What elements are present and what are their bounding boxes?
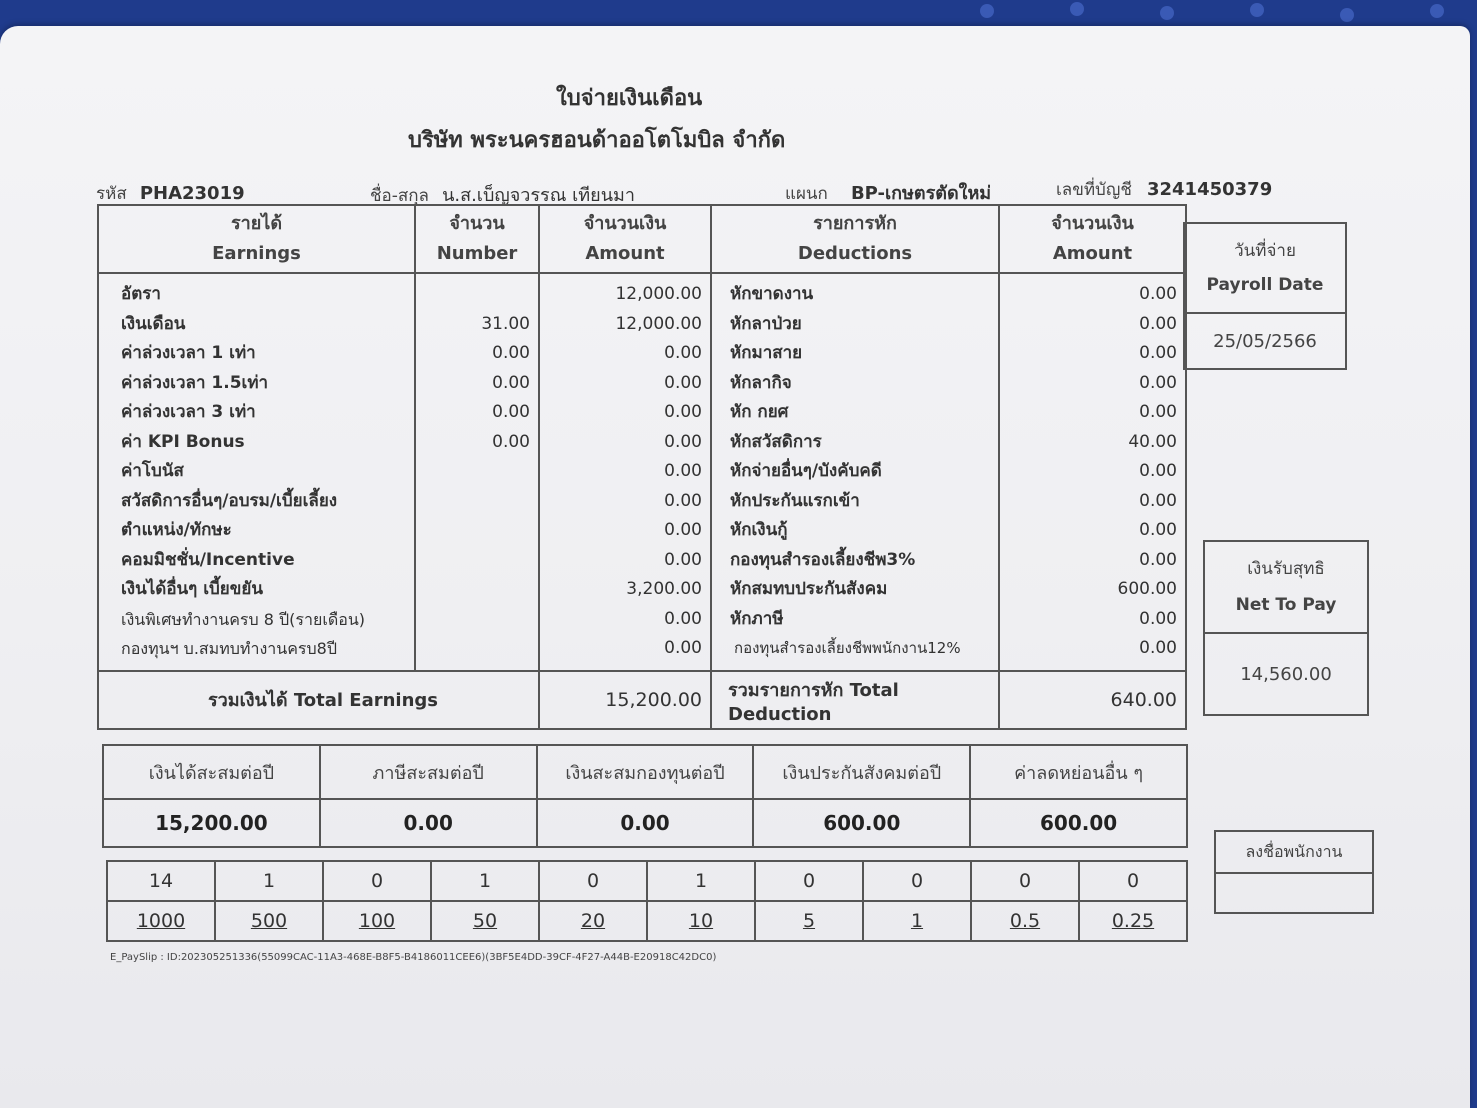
yearly-label: ภาษีสะสมต่อปี: [320, 745, 537, 799]
deductions-header-en: Deductions: [797, 243, 913, 264]
deduction-label: หักจ่ายอื่นๆ/บังคับคดี: [730, 461, 882, 481]
fabric-dot: [980, 4, 994, 18]
department-label: แผนก: [785, 184, 828, 204]
deduction-label: หักลากิจ: [730, 372, 792, 393]
earning-number: 0.00: [492, 343, 530, 363]
earning-number: [416, 280, 538, 310]
earning-label: สวัสดิการอื่นๆ/อบรม/เบี้ยเลี้ยง: [121, 490, 338, 511]
earning-label: ตำแหน่ง/ทักษะ: [121, 520, 232, 540]
deduction-amount-header: [999, 205, 1186, 273]
earning-label: คอมมิชชั่น/Incentive: [121, 549, 295, 570]
deduction-amount-header-en: Amount: [1052, 243, 1133, 264]
denomination-count: 1: [647, 861, 755, 901]
total-deduction-label: รวมรายการหัก Total Deduction: [711, 671, 999, 729]
denomination-value: 10: [647, 901, 755, 941]
earning-amount: 0.00: [664, 638, 702, 658]
net-pay-label-en: Net To Pay: [1235, 595, 1337, 615]
net-pay-header: [1204, 541, 1368, 633]
signature-label: ลงชื่อพนักงาน: [1215, 831, 1373, 873]
deduction-amount-header-th: จำนวนเงิน: [1051, 213, 1134, 234]
payslip-title: ใบจ่ายเงินเดือน: [556, 86, 703, 111]
denomination-count: 0: [863, 861, 971, 901]
employee-code-block: [96, 180, 245, 207]
payroll-date-box: [1183, 222, 1347, 370]
total-earnings-label: รวมเงินได้ Total Earnings: [98, 671, 539, 729]
denomination-count: 0: [323, 861, 431, 901]
department-value: BP-เกษตรตัดใหม่: [850, 183, 992, 204]
earnings-header-th: รายได้: [230, 213, 283, 234]
signature-area: [1215, 873, 1373, 913]
denomination-value: 20: [539, 901, 647, 941]
denomination-count: 0: [971, 861, 1079, 901]
earning-label: ค่าล่วงเวลา 1.5เท่า: [121, 372, 269, 393]
payroll-date-label-en: Payroll Date: [1206, 275, 1324, 295]
deduction-label: หักประกันแรกเข้า: [730, 490, 860, 511]
earning-label: เงินเดือน: [121, 313, 186, 334]
earning-label: เงินได้อื่นๆ เบี้ยขยัน: [121, 579, 263, 599]
earnings-number-column: [415, 273, 539, 671]
earning-label: เงินพิเศษทำงานครบ 8 ปี(รายเดือน): [121, 609, 366, 629]
deductions-header: [711, 205, 999, 273]
number-header: [415, 205, 539, 273]
net-pay-label-th: เงินรับสุทธิ: [1247, 559, 1325, 579]
deduction-label: กองทุนสำรองเลี้ยงชีพพนักงาน12%: [734, 639, 961, 657]
earning-label: อัตรา: [121, 284, 161, 304]
deduction-amount: 0.00: [1139, 372, 1177, 393]
earning-number: 0.00: [492, 402, 530, 422]
deduction-amount: 0.00: [1139, 284, 1177, 304]
earning-label: ค่าล่วงเวลา 1 เท่า: [121, 343, 256, 363]
amount-header-en: Amount: [585, 243, 665, 264]
earning-label: ค่าล่วงเวลา 3 เท่า: [121, 402, 256, 422]
yearly-value: 15,200.00: [103, 799, 320, 847]
deduction-label: หักสวัสดิการ: [730, 431, 822, 452]
earning-number: 0.00: [492, 431, 530, 452]
amount-header: [539, 205, 711, 273]
company-name: บริษัท พระนครฮอนด้าออโตโมบิล จำกัด: [408, 128, 786, 153]
denomination-count: 14: [107, 861, 215, 901]
earning-amount: 12,000.00: [615, 313, 702, 334]
deduction-amount: 0.00: [1139, 549, 1177, 570]
earnings-header: [98, 205, 415, 273]
deduction-amount: 0.00: [1139, 490, 1177, 511]
earning-amount: 0.00: [664, 461, 702, 481]
deduction-label: หักขาดงาน: [730, 284, 814, 304]
payroll-date-header: [1184, 223, 1346, 313]
employee-name: น.ส.เบ็ญจวรรณ เทียนมา: [442, 185, 635, 206]
deduction-label: กองทุนสำรองเลี้ยงชีพ3%: [730, 549, 916, 570]
earning-label: ค่า KPI Bonus: [121, 431, 245, 452]
deduction-label: หักภาษี: [730, 608, 784, 629]
earning-number: 0.00: [492, 372, 530, 393]
deduction-amount: 600.00: [1117, 579, 1177, 599]
deduction-amount: 0.00: [1139, 638, 1177, 658]
deduction-label: หักมาสาย: [730, 343, 803, 363]
net-pay-value: 14,560.00: [1204, 633, 1368, 715]
earnings-deductions-table: [97, 204, 1187, 730]
signature-box: [1214, 830, 1374, 914]
payroll-date-value: 25/05/2566: [1184, 313, 1346, 369]
deduction-amount: 0.00: [1139, 461, 1177, 481]
employee-name-label: ชื่อ-สกุล: [370, 186, 429, 206]
fabric-dot: [1250, 3, 1264, 17]
denomination-value: 50: [431, 901, 539, 941]
deduction-amount: 0.00: [1139, 608, 1177, 629]
earning-amount: 0.00: [664, 608, 702, 629]
earning-amount: 0.00: [664, 520, 702, 540]
yearly-value: 0.00: [537, 799, 754, 847]
denomination-value: 0.25: [1079, 901, 1187, 941]
earnings-amount-column: [539, 273, 711, 671]
denomination-value: 100: [323, 901, 431, 941]
fabric-dot: [1160, 6, 1174, 20]
yearly-value: 600.00: [753, 799, 970, 847]
deduction-label: หัก กยศ: [730, 402, 789, 422]
employee-code: PHA23019: [139, 183, 245, 204]
earning-number: 31.00: [481, 313, 530, 334]
denomination-count: 0: [1079, 861, 1187, 901]
account-label: เลขที่บัญชี: [1056, 180, 1132, 200]
total-deduction-value: 640.00: [999, 671, 1186, 729]
deduction-label: หักสมทบประกันสังคม: [730, 579, 888, 599]
deductions-header-th: รายการหัก: [813, 213, 897, 234]
denomination-value: 1000: [107, 901, 215, 941]
deduction-amount: 0.00: [1139, 313, 1177, 334]
earning-amount: 0.00: [664, 372, 702, 393]
earning-amount: 0.00: [664, 402, 702, 422]
denomination-value: 1: [863, 901, 971, 941]
earning-amount: 0.00: [664, 490, 702, 511]
denomination-count: 0: [539, 861, 647, 901]
fabric-dot: [1430, 4, 1444, 18]
number-header-th: จำนวน: [449, 213, 505, 234]
denomination-value: 5: [755, 901, 863, 941]
earning-amount: 12,000.00: [615, 284, 702, 304]
earning-amount: 0.00: [664, 549, 702, 570]
employee-code-label: รหัส: [96, 184, 127, 204]
earning-amount: 0.00: [664, 431, 702, 452]
deductions-amount-column: [999, 273, 1186, 671]
yearly-value: 0.00: [320, 799, 537, 847]
cash-denomination-table: [106, 860, 1188, 942]
deduction-label: หักเงินกู้: [730, 520, 788, 540]
yearly-label: เงินสะสมกองทุนต่อปี: [537, 745, 754, 799]
yearly-value: 600.00: [970, 799, 1187, 847]
earning-amount: 3,200.00: [626, 579, 702, 599]
account-number: 3241450379: [1146, 179, 1273, 200]
denomination-value: 0.5: [971, 901, 1079, 941]
fabric-dot: [1340, 8, 1354, 22]
account-block: [1056, 176, 1272, 203]
deduction-amount: 0.00: [1139, 343, 1177, 363]
number-header-en: Number: [436, 243, 518, 264]
deduction-amount: 40.00: [1128, 431, 1177, 452]
fabric-dot: [1070, 2, 1084, 16]
earning-amount: 0.00: [664, 343, 702, 363]
denomination-value: 500: [215, 901, 323, 941]
payslip-footer-id: E_PaySlip : ID:202305251336(55099CAC-11A3-468E-B8F5-B4186011CEE6)(3BF5E4DD-39CF-4F27-A44B-E20918C42DC0): [110, 952, 717, 963]
amount-header-th: จำนวนเงิน: [583, 213, 667, 234]
total-earnings-value: 15,200.00: [539, 671, 711, 729]
net-pay-box: [1203, 540, 1369, 716]
earnings-labels-column: [98, 273, 415, 671]
department-block: [785, 178, 991, 207]
denomination-count: 1: [215, 861, 323, 901]
earnings-header-en: Earnings: [212, 243, 301, 264]
payroll-date-label-th: วันที่จ่าย: [1234, 241, 1296, 261]
deduction-amount: 0.00: [1139, 520, 1177, 540]
deduction-amount: 0.00: [1139, 402, 1177, 422]
yearly-summary-table: [102, 744, 1188, 848]
denomination-count: 0: [755, 861, 863, 901]
yearly-label: เงินประกันสังคมต่อปี: [753, 745, 970, 799]
yearly-label: เงินได้สะสมต่อปี: [103, 745, 320, 799]
deduction-label: หักลาป่วย: [730, 313, 802, 334]
denomination-count: 1: [431, 861, 539, 901]
earning-label: กองทุนฯ บ.สมทบทำงานครบ8ปี: [121, 639, 337, 658]
deductions-labels-column: [711, 273, 999, 671]
earning-label: ค่าโบนัส: [121, 461, 184, 481]
yearly-label: ค่าลดหย่อนอื่น ๆ: [970, 745, 1187, 799]
